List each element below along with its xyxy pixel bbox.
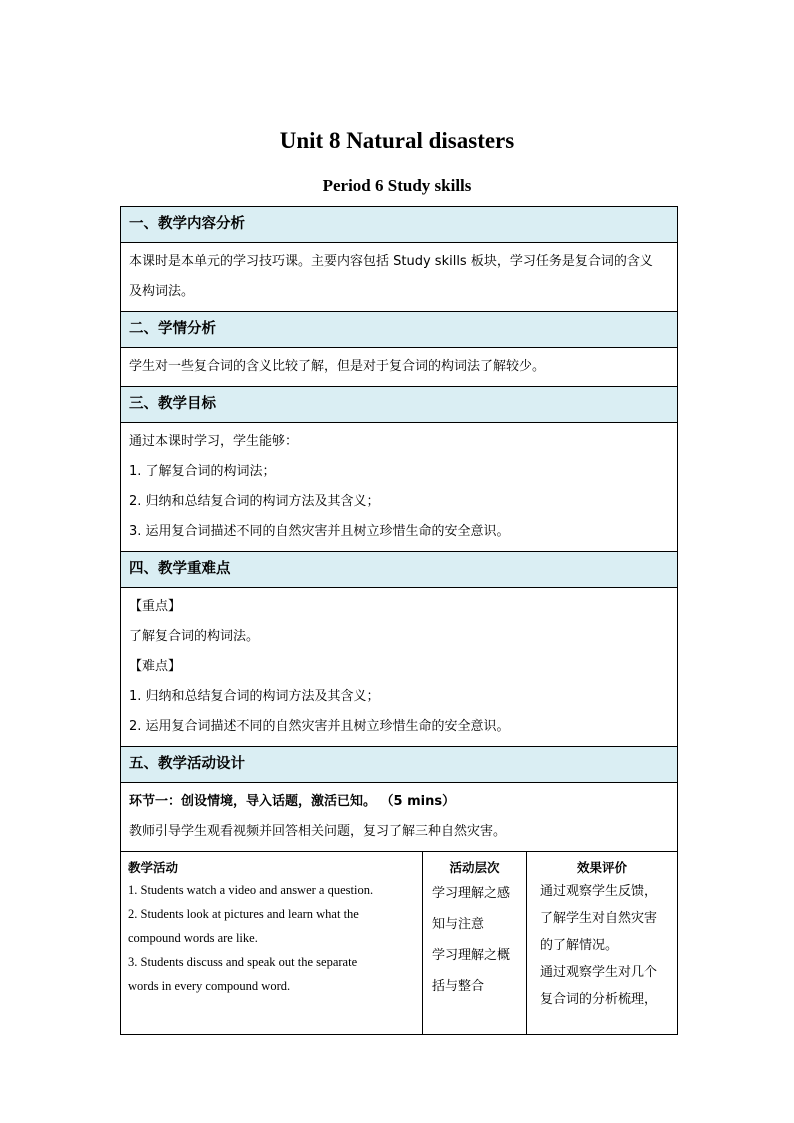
activity-line: compound words are like.	[128, 931, 258, 945]
lesson-plan-table	[120, 206, 678, 1035]
evaluation-line: 了解学生对自然灾害	[540, 911, 658, 926]
evaluation-line: 复合词的分析梳理，	[540, 992, 658, 1007]
evaluation-line: 通过观察学生对几个	[540, 965, 658, 980]
text-line: 了解复合词的构词法。	[129, 629, 260, 644]
section-body-student-analysis	[121, 348, 677, 387]
level-line: 学习理解之概	[432, 948, 511, 963]
step-title: 环节一：创设情境，导入话题，激活已知。 （5 mins）	[129, 794, 456, 809]
evaluation-line: 的了解情况。	[540, 938, 619, 953]
text-line: 1. 了解复合词的构词法；	[129, 464, 276, 479]
level-line: 括与整合	[432, 979, 485, 994]
text-line: 【难点】	[129, 659, 182, 674]
activity-line: words in every compound word.	[128, 979, 291, 993]
evaluation-line: 通过观察学生反馈，	[540, 884, 658, 899]
section-body-activity-design	[121, 783, 677, 852]
activity-line: 1. Students watch a video and answer a question.	[128, 883, 374, 897]
activity-column	[121, 852, 423, 1034]
section-heading-key-points: 四、教学重难点	[121, 552, 677, 588]
column-header-levels: 活动层次	[449, 860, 500, 875]
section-heading-activity-design: 五、教学活动设计	[121, 747, 677, 783]
section-heading-objectives: 三、教学目标	[121, 387, 677, 423]
document-subtitle: Period 6 Study skills	[322, 176, 472, 195]
evaluation-column	[527, 852, 677, 1034]
text-line: 及构词法。	[129, 284, 195, 299]
text-line: 2. 归纳和总结复合词的构词方法及其含义；	[129, 494, 380, 509]
text-line: 1. 归纳和总结复合词的构词方法及其含义；	[129, 689, 380, 704]
section-heading-student-analysis: 二、学情分析	[121, 312, 677, 348]
text-line: 2. 运用复合词描述不同的自然灾害并且树立珍惜生命的安全意识。	[129, 719, 510, 734]
activity-line: 3. Students discuss and speak out the separate	[128, 955, 358, 969]
step-description: 教师引导学生观看视频并回答相关问题，复习了解三种自然灾害。	[129, 824, 507, 839]
level-line: 知与注意	[432, 917, 485, 932]
text-line: 通过本课时学习，学生能够：	[129, 434, 299, 449]
text-line: 学生对一些复合词的含义比较了解，但是对于复合词的构词法了解较少。	[129, 359, 546, 374]
level-column	[423, 852, 527, 1034]
section-body-content-analysis	[121, 243, 677, 312]
section-body-objectives	[121, 423, 677, 552]
section-body-key-points	[121, 588, 677, 747]
document-title: Unit 8 Natural disasters	[279, 128, 515, 153]
text-line: 3. 运用复合词描述不同的自然灾害并且树立珍惜生命的安全意识。	[129, 524, 510, 539]
level-line: 学习理解之感	[432, 886, 511, 901]
activity-line: 2. Students look at pictures and learn what the	[128, 907, 359, 921]
column-header-activities: 教学活动	[128, 860, 179, 875]
section-heading-content-analysis: 一、教学内容分析	[121, 207, 677, 243]
text-line: 【重点】	[129, 599, 182, 614]
activity-table	[121, 852, 677, 1034]
text-line: 本课时是本单元的学习技巧课。主要内容包括 Study skills 板块，学习任务是复合词的含义	[129, 254, 653, 269]
column-header-evaluation: 效果评价	[576, 860, 627, 875]
